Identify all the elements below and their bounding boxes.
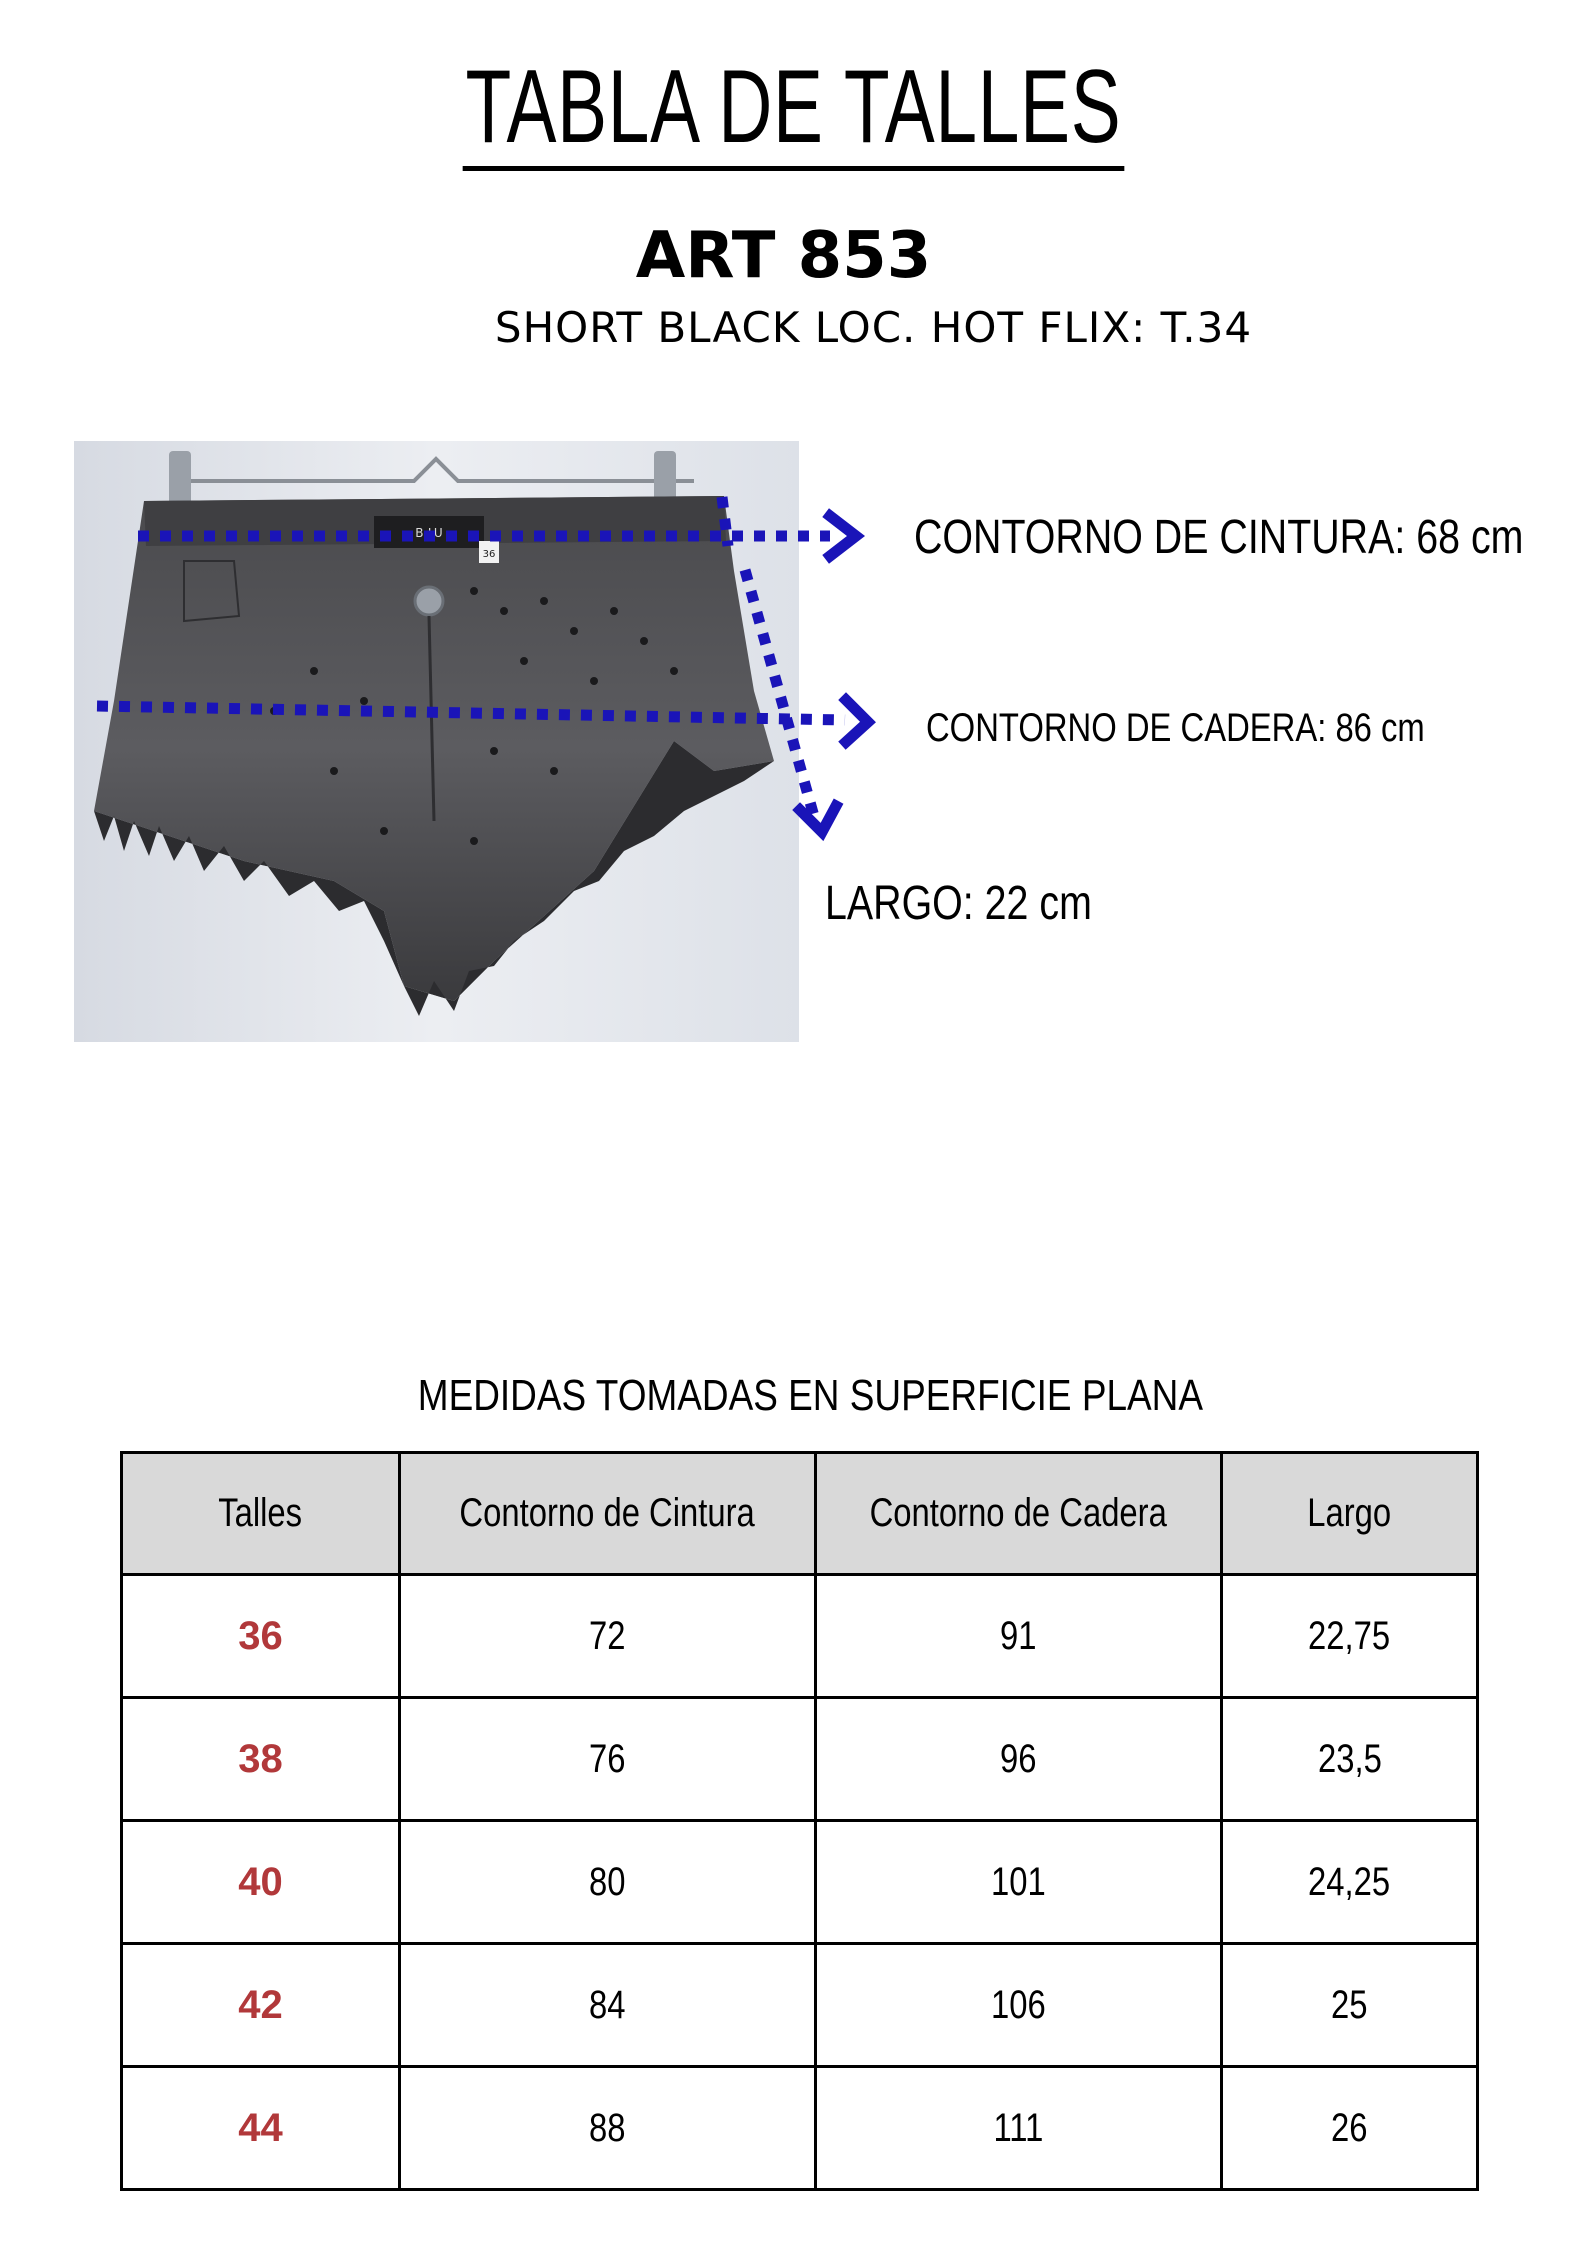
length-arrowhead [800, 806, 836, 832]
cintura-value: 88 [400, 2067, 816, 2190]
largo-value: 25 [1222, 1944, 1478, 2067]
cadera-value: 101 [816, 1821, 1222, 1944]
largo-value: 23,5 [1222, 1698, 1478, 1821]
cintura-value: 84 [400, 1944, 816, 2067]
size-value: 38 [122, 1698, 400, 1821]
waist-arrowhead [830, 516, 856, 556]
garment-brand-label: B-LU [415, 526, 443, 540]
cintura-value: 76 [400, 1698, 816, 1821]
table-row [122, 1821, 1478, 1944]
cadera-value: 96 [816, 1698, 1222, 1821]
cintura-value: 80 [400, 1821, 816, 1944]
product-subtitle: SHORT BLACK LOC. HOT FLIX: T.34 [494, 303, 1253, 352]
size-value: 44 [122, 2067, 400, 2190]
hip-measurement: CONTORNO DE CADERA: 86 cm [926, 706, 1425, 750]
table-row [122, 2067, 1478, 2190]
header-cintura: Contorno de Cintura [400, 1453, 816, 1575]
page-title [0, 48, 1587, 171]
largo-value: 24,25 [1222, 1821, 1478, 1944]
table-caption: MEDIDAS TOMADAS EN SUPERFICIE PLANA [417, 1371, 1204, 1420]
length-measurement: LARGO: 22 cm [825, 877, 1092, 930]
table-row [122, 1698, 1478, 1821]
largo-value: 22,75 [1222, 1575, 1478, 1698]
cintura-value: 72 [400, 1575, 816, 1698]
header-largo: Largo [1222, 1453, 1478, 1575]
waist-measurement: CONTORNO DE CINTURA: 68 cm [914, 511, 1524, 564]
cadera-value: 111 [816, 2067, 1222, 2190]
header-talles: Talles [122, 1453, 400, 1575]
table-row [122, 1944, 1478, 2067]
garment-size-label: 36 [482, 549, 496, 560]
hip-arrowhead [846, 700, 868, 742]
product-photo [74, 441, 799, 1042]
table-row [122, 1575, 1478, 1698]
size-table [120, 1451, 1479, 2191]
cadera-value: 106 [816, 1944, 1222, 2067]
table-header-row [122, 1453, 1478, 1575]
denim-shorts-illustration [74, 441, 799, 1042]
largo-value: 26 [1222, 2067, 1478, 2190]
cadera-value: 91 [816, 1575, 1222, 1698]
page-title-text: TABLA DE TALLES [463, 48, 1125, 171]
article-number: ART 853 [635, 219, 932, 293]
header-cadera: Contorno de Cadera [816, 1453, 1222, 1575]
size-value: 36 [122, 1575, 400, 1698]
size-value: 42 [122, 1944, 400, 2067]
size-value: 40 [122, 1821, 400, 1944]
